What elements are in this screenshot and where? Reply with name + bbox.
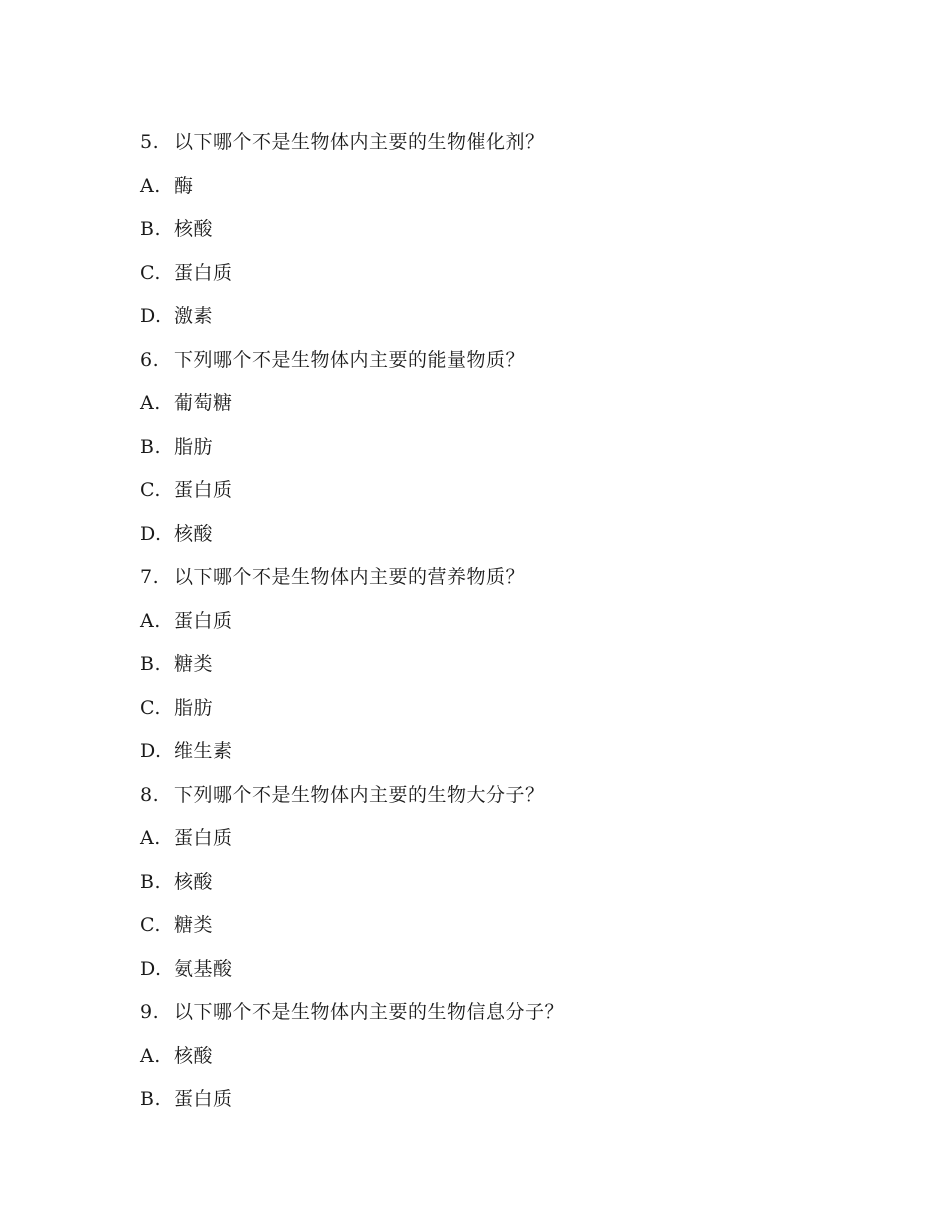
option-text: 核酸 xyxy=(174,870,214,893)
option-text: 蛋白质 xyxy=(174,261,233,284)
question-6 xyxy=(140,339,840,383)
option-7b xyxy=(140,643,840,687)
option-7d xyxy=(140,730,840,774)
option-text: 维生素 xyxy=(174,740,233,762)
question-5 xyxy=(140,121,840,165)
option-letter: D. xyxy=(140,522,162,545)
option-text: 蛋白质 xyxy=(174,1088,233,1110)
option-5c xyxy=(140,252,840,296)
option-7c xyxy=(140,687,840,731)
option-text: 核酸 xyxy=(174,522,214,545)
question-9 xyxy=(140,991,840,1035)
option-8c xyxy=(140,904,840,948)
option-6c xyxy=(140,469,840,513)
option-text: 酶 xyxy=(174,174,194,197)
option-text: 蛋白质 xyxy=(174,827,233,849)
option-letter: A. xyxy=(140,609,161,632)
option-text: 蛋白质 xyxy=(174,609,233,632)
question-number: 9. xyxy=(140,1001,160,1023)
option-text: 葡萄糖 xyxy=(174,392,233,414)
option-letter: C. xyxy=(140,914,161,936)
question-text: 下列哪个不是生物体内主要的能量物质？ xyxy=(174,348,526,371)
option-9a xyxy=(140,1035,840,1079)
question-number: 6. xyxy=(140,348,160,371)
option-letter: B. xyxy=(140,870,162,893)
question-text: 下列哪个不是生物体内主要的生物大分子？ xyxy=(174,783,545,806)
option-letter: D. xyxy=(140,740,162,762)
option-5a xyxy=(140,165,840,209)
option-letter: B. xyxy=(140,653,162,675)
option-8d xyxy=(140,948,840,992)
option-text: 核酸 xyxy=(174,218,214,240)
option-text: 脂肪 xyxy=(174,435,214,458)
option-text: 蛋白质 xyxy=(174,479,233,501)
question-7 xyxy=(140,556,840,600)
option-letter: A. xyxy=(140,174,161,197)
option-text: 糖类 xyxy=(174,653,214,675)
question-8 xyxy=(140,774,840,818)
option-8a xyxy=(140,817,840,861)
question-number: 8. xyxy=(140,783,160,806)
option-6d xyxy=(140,513,840,557)
option-letter: D. xyxy=(140,305,162,327)
option-letter: A. xyxy=(140,1044,161,1067)
option-letter: A. xyxy=(140,392,161,414)
option-letter: C. xyxy=(140,261,161,284)
question-text: 以下哪个不是生物体内主要的营养物质？ xyxy=(174,566,526,588)
option-7a xyxy=(140,600,840,644)
option-9b xyxy=(140,1078,840,1122)
option-letter: B. xyxy=(140,435,162,458)
option-6b xyxy=(140,426,840,470)
question-text: 以下哪个不是生物体内主要的生物催化剂？ xyxy=(174,131,545,153)
option-8b xyxy=(140,861,840,905)
option-text: 氨基酸 xyxy=(174,957,233,980)
question-list xyxy=(140,121,840,1122)
option-letter: D. xyxy=(140,957,162,980)
question-number: 5. xyxy=(140,131,160,153)
option-text: 脂肪 xyxy=(174,696,214,719)
option-6a xyxy=(140,382,840,426)
option-5b xyxy=(140,208,840,252)
option-text: 糖类 xyxy=(174,914,214,936)
option-letter: B. xyxy=(140,218,162,240)
option-letter: B. xyxy=(140,1088,162,1110)
option-letter: A. xyxy=(140,827,161,849)
question-number: 7. xyxy=(140,566,160,588)
option-text: 核酸 xyxy=(174,1044,214,1067)
option-letter: C. xyxy=(140,696,161,719)
option-text: 激素 xyxy=(174,305,214,327)
question-text: 以下哪个不是生物体内主要的生物信息分子？ xyxy=(174,1001,565,1023)
option-5d xyxy=(140,295,840,339)
option-letter: C. xyxy=(140,479,161,501)
